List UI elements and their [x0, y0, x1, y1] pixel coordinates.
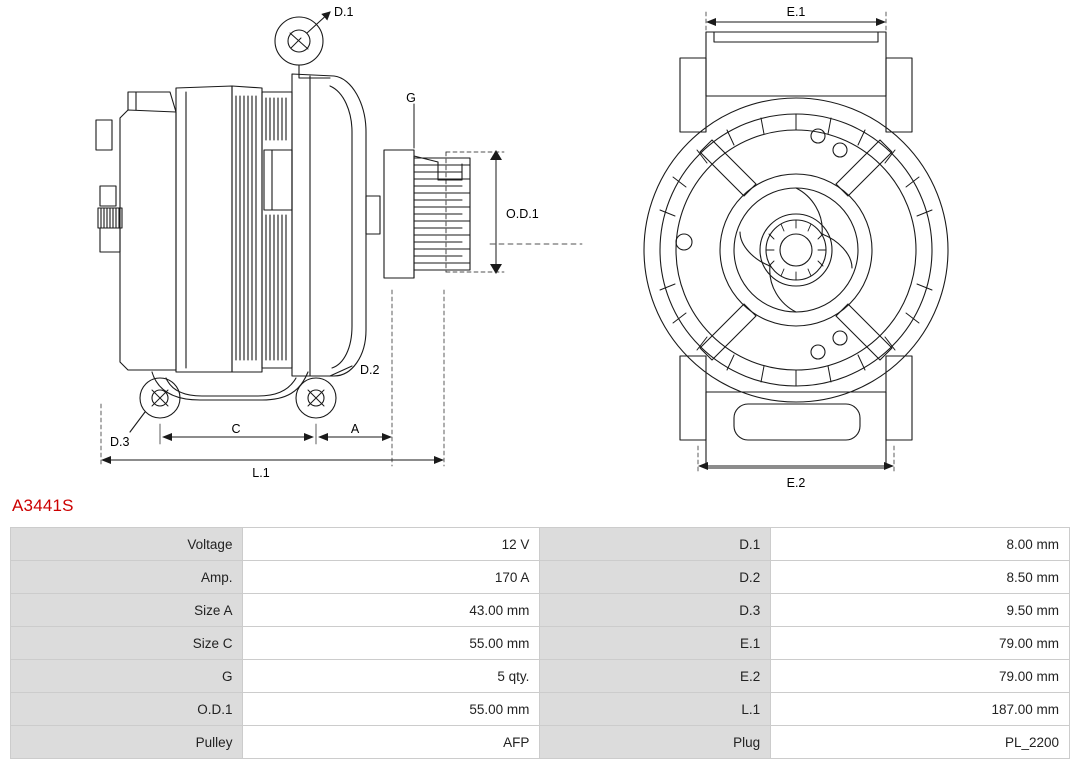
spec-value: 5 qty. [243, 660, 540, 693]
spec-label: G [11, 660, 243, 693]
alternator-side-view [96, 12, 582, 466]
spec-label: Amp. [11, 561, 243, 594]
table-row [11, 528, 1070, 561]
table-row [11, 627, 1070, 660]
label-od1: O.D.1 [506, 207, 539, 221]
spec-value: 55.00 mm [243, 627, 540, 660]
spec-value: PL_2200 [771, 726, 1070, 759]
spec-value: 55.00 mm [243, 693, 540, 726]
spec-value: 12 V [243, 528, 540, 561]
label-e2: E.2 [786, 476, 806, 490]
spec-value: 170 A [243, 561, 540, 594]
spec-label: D.2 [540, 561, 771, 594]
spec-value: 187.00 mm [771, 693, 1070, 726]
spec-label: Plug [540, 726, 771, 759]
spec-label: L.1 [540, 693, 771, 726]
spec-label: Size A [11, 594, 243, 627]
spec-label: E.1 [540, 627, 771, 660]
spec-label: Pulley [11, 726, 243, 759]
spec-value: 79.00 mm [771, 627, 1070, 660]
label-d3: D.3 [110, 435, 130, 449]
specification-table [10, 527, 1070, 759]
table-row [11, 561, 1070, 594]
label-c: C [231, 422, 241, 436]
label-d1: D.1 [334, 5, 354, 19]
label-e1: E.1 [786, 5, 806, 19]
table-row [11, 594, 1070, 627]
spec-label: O.D.1 [11, 693, 243, 726]
spec-value: 8.00 mm [771, 528, 1070, 561]
spec-label: D.3 [540, 594, 771, 627]
label-g: G [406, 91, 416, 105]
label-d2: D.2 [360, 363, 380, 377]
part-number: A3441S [12, 496, 74, 515]
alternator-front-view [644, 12, 948, 474]
label-l1: L.1 [252, 466, 270, 480]
spec-value: 8.50 mm [771, 561, 1070, 594]
spec-value: 79.00 mm [771, 660, 1070, 693]
spec-label: Size C [11, 627, 243, 660]
spec-value: AFP [243, 726, 540, 759]
table-row [11, 726, 1070, 759]
spec-label: E.2 [540, 660, 771, 693]
spec-label: D.1 [540, 528, 771, 561]
label-a: A [350, 422, 360, 436]
spec-value: 43.00 mm [243, 594, 540, 627]
table-row [11, 693, 1070, 726]
table-row [11, 660, 1070, 693]
spec-value: 9.50 mm [771, 594, 1070, 627]
spec-label: Voltage [11, 528, 243, 561]
